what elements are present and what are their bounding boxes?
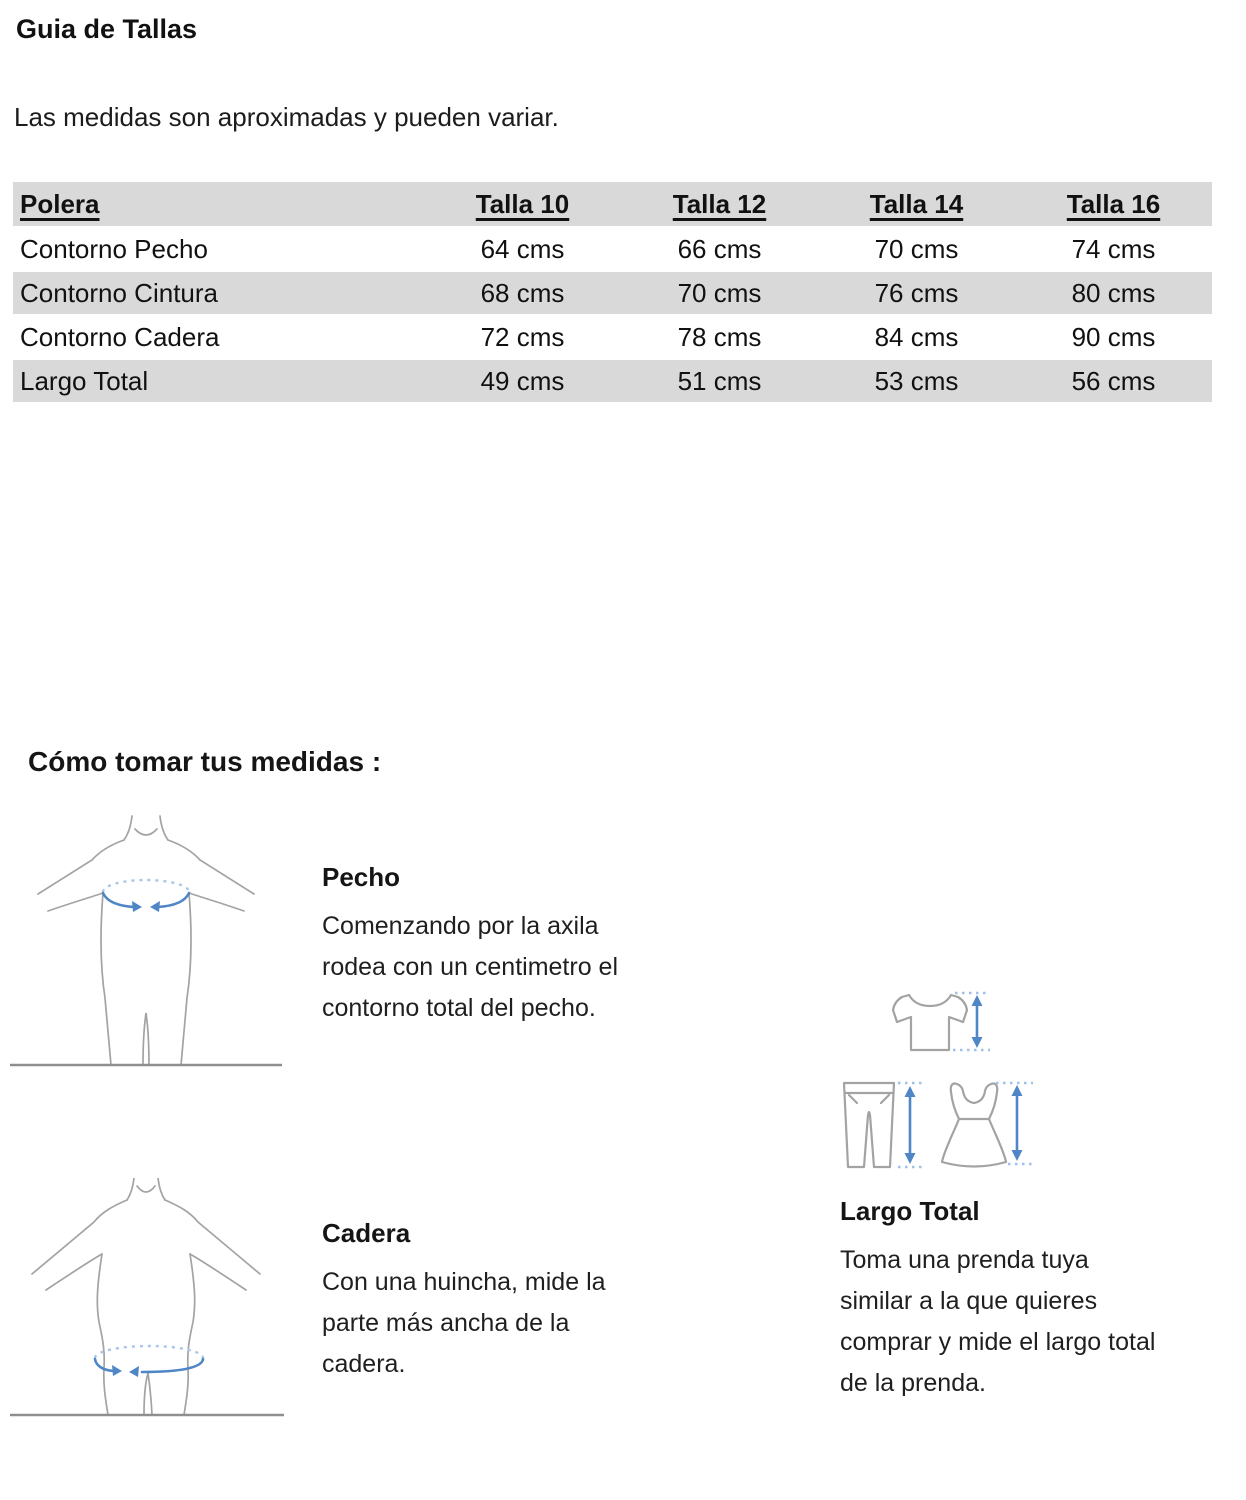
size-value-cell: 68 cms [424,271,621,315]
size-value-cell: 66 cms [621,227,818,271]
row-label-cell: Contorno Pecho [13,227,424,271]
garment-length-icons [836,982,1048,1174]
cadera-title: Cadera [322,1218,411,1248]
table-row-largo [13,359,1212,402]
front-body-outline [38,816,254,1065]
largo-total-line: de la prenda. [840,1369,986,1397]
size-value-cell: 80 cms [1015,271,1212,315]
size-value-cell: 78 cms [621,315,818,359]
size-value-cell: 76 cms [818,271,1015,315]
size-value-cell: 53 cms [818,359,1015,402]
pecho-line: rodea con un centimetro el [322,953,619,981]
page-title: Guia de Tallas [16,14,198,44]
table-row-cintura [13,271,1212,315]
cadera-text-block [322,1218,682,1385]
row-label-cell: Contorno Cintura [13,271,424,315]
front-body-figure-icon [8,815,288,1067]
chest-measure-tape-icon [103,880,189,912]
size-value-cell: 49 cms [424,359,621,402]
table-header-row [13,182,1212,227]
measures-section-heading: Cómo tomar tus medidas : [28,746,382,777]
size-value-cell: 74 cms [1015,227,1212,271]
pants-icon [844,1083,894,1167]
column-header-size-10: Talla 10 [424,182,621,227]
pecho-line: contorno total del pecho. [322,994,596,1022]
largo-total-line: similar a la que quieres [840,1287,1098,1315]
size-value-cell: 56 cms [1015,359,1212,402]
column-header-size-14: Talla 14 [818,182,1015,227]
size-value-cell: 84 cms [818,315,1015,359]
dress-length-arrow-icon [996,1083,1033,1164]
back-body-figure-icon [8,1178,288,1418]
size-value-cell: 90 cms [1015,315,1212,359]
cadera-line: Con una huincha, mide la [322,1268,606,1296]
pecho-text-block [322,862,682,1029]
back-body-outline [32,1178,260,1415]
hip-measure-tape-icon [95,1346,203,1377]
cadera-line: parte más ancha de la [322,1309,570,1337]
size-value-cell: 51 cms [621,359,818,402]
largo-total-line: comprar y mide el largo total [840,1328,1156,1356]
size-value-cell: 70 cms [621,271,818,315]
pecho-line: Comenzando por la axila [322,912,599,940]
size-table [13,182,1212,402]
tshirt-icon [893,995,967,1050]
size-value-cell: 64 cms [424,227,621,271]
size-value-cell: 70 cms [818,227,1015,271]
disclaimer-text: Las medidas son aproximadas y pueden variar. [14,102,559,132]
table-row-cadera [13,315,1212,359]
pants-length-arrow-icon [898,1083,925,1167]
cadera-line: cadera. [322,1350,406,1378]
size-value-cell: 72 cms [424,315,621,359]
largo-total-title: Largo Total [840,1196,980,1226]
table-row-pecho [13,227,1212,271]
row-label-cell: Contorno Cadera [13,315,424,359]
column-header-product: Polera [13,182,424,227]
pecho-title: Pecho [322,862,401,892]
largo-total-line: Toma una prenda tuya [840,1246,1089,1274]
row-label-cell: Largo Total [13,359,424,402]
dress-icon [942,1083,1006,1166]
column-header-size-12: Talla 12 [621,182,818,227]
column-header-size-16: Talla 16 [1015,182,1212,227]
largo-total-text-block [840,1196,1200,1404]
